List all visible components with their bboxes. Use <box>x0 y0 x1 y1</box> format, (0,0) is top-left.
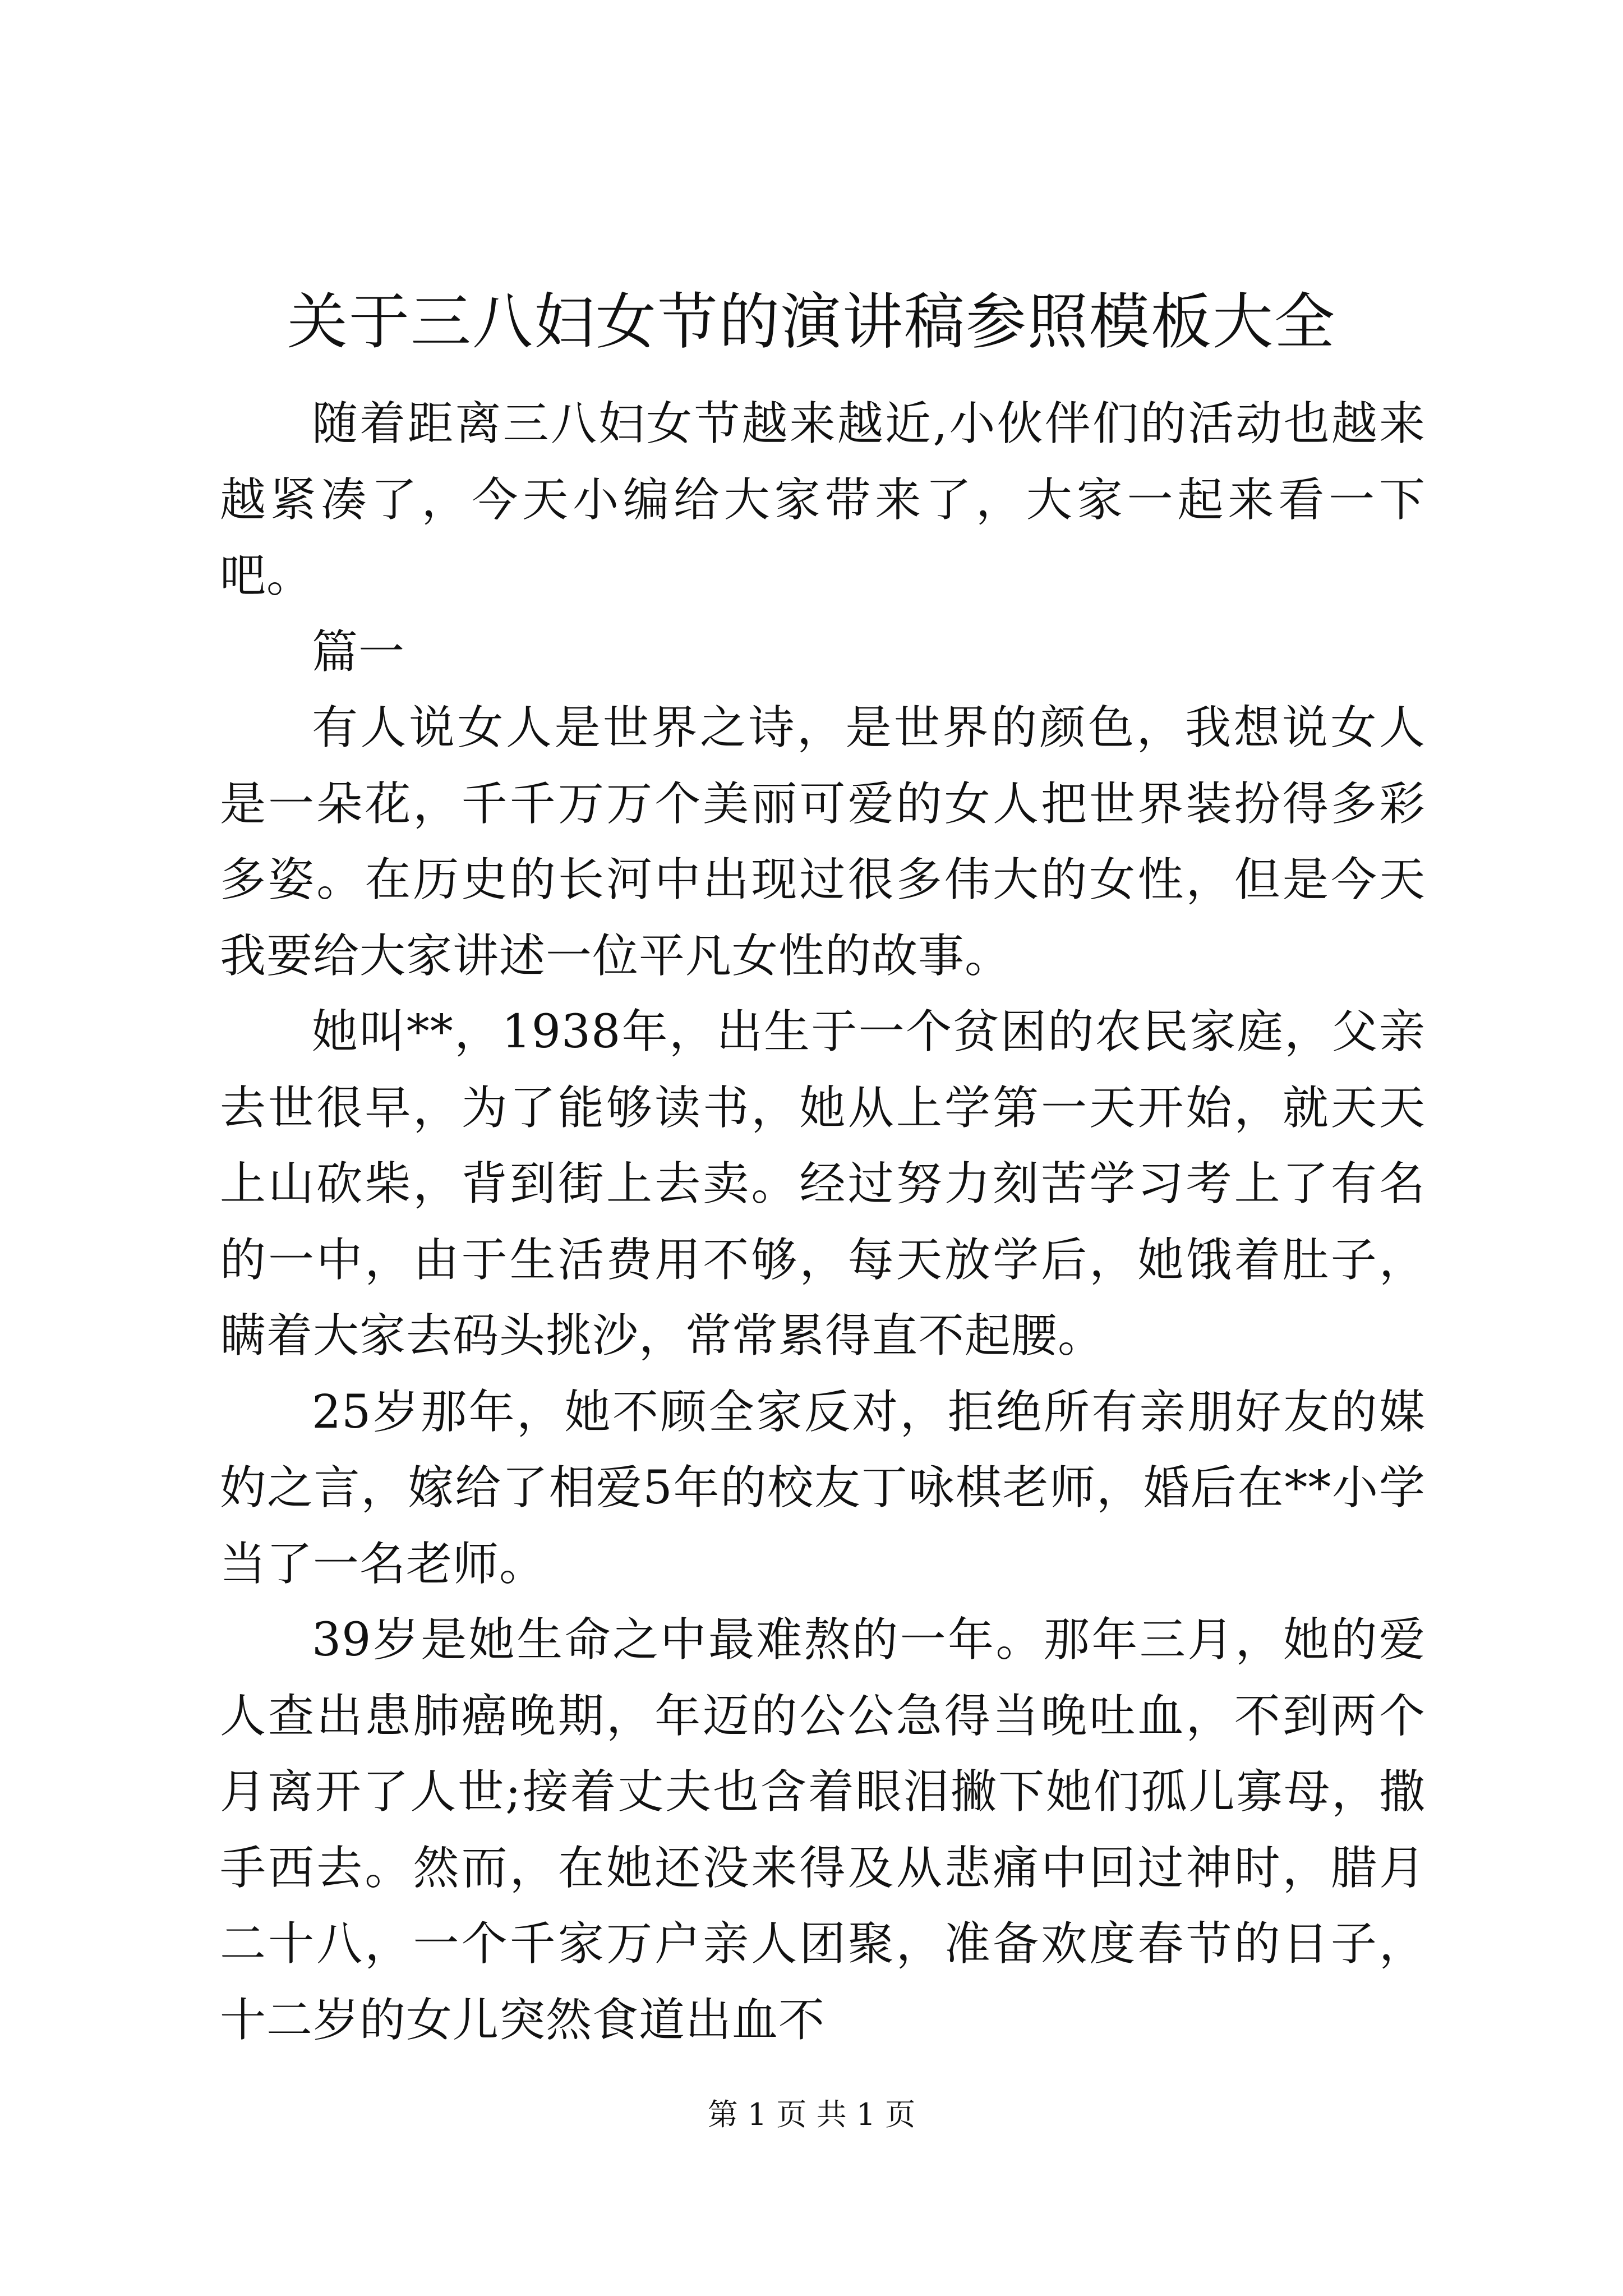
paragraph-2: 她叫**，1938年，出生于一个贫困的农民家庭，父亲去世很早，为了能够读书，她从上学第一天开始，就天天上山砍柴，背到街上去卖。经过努力刻苦学习考上了有名的一中，由于生活费用不够，每天放学后，她饿着肚子，瞒着大家去码头挑沙，常常累得直不起腰。 <box>220 1005 1426 1363</box>
paragraph-intro: 随着距离三八妇女节越来越近,小伙伴们的活动也越来越紧凑了，今天小编给大家带来了，大家一起来看一下吧。 <box>220 397 1426 602</box>
paragraph-4: 39岁是她生命之中最难熬的一年。那年三月，她的爱人查出患肺癌晚期，年迈的公公急得当晚吐血，不到两个月离开了人世;接着丈夫也含着眼泪撇下她们孤儿寡母，撒手西去。然而，在她还没来得及从悲痛中回过神时，腊月二十八，一个千家万户亲人团聚，准备欢度春节的日子，十二岁的女儿突然食道出血不 <box>220 1613 1426 2047</box>
paragraph-1: 有人说女人是世界之诗，是世界的颜色，我想说女人是一朵花，千千万万个美丽可爱的女人把世界装扮得多彩多姿。在历史的长河中出现过很多伟大的女性，但是今天我要给大家讲述一位平凡女性的故事。 <box>220 701 1426 983</box>
document-body <box>220 386 1426 2058</box>
page-footer: 第 1 页 共 1 页 <box>707 2097 916 2132</box>
document-title: 关于三八妇女节的演讲稿参照模板大全 <box>287 287 1336 357</box>
paragraph-section-heading: 篇一 <box>312 625 405 679</box>
paragraph-3: 25岁那年，她不顾全家反对，拒绝所有亲朋好友的媒妁之言，嫁给了相爱5年的校友丁咏棋老师，婚后在**小学当了一名老师。 <box>220 1385 1426 1591</box>
